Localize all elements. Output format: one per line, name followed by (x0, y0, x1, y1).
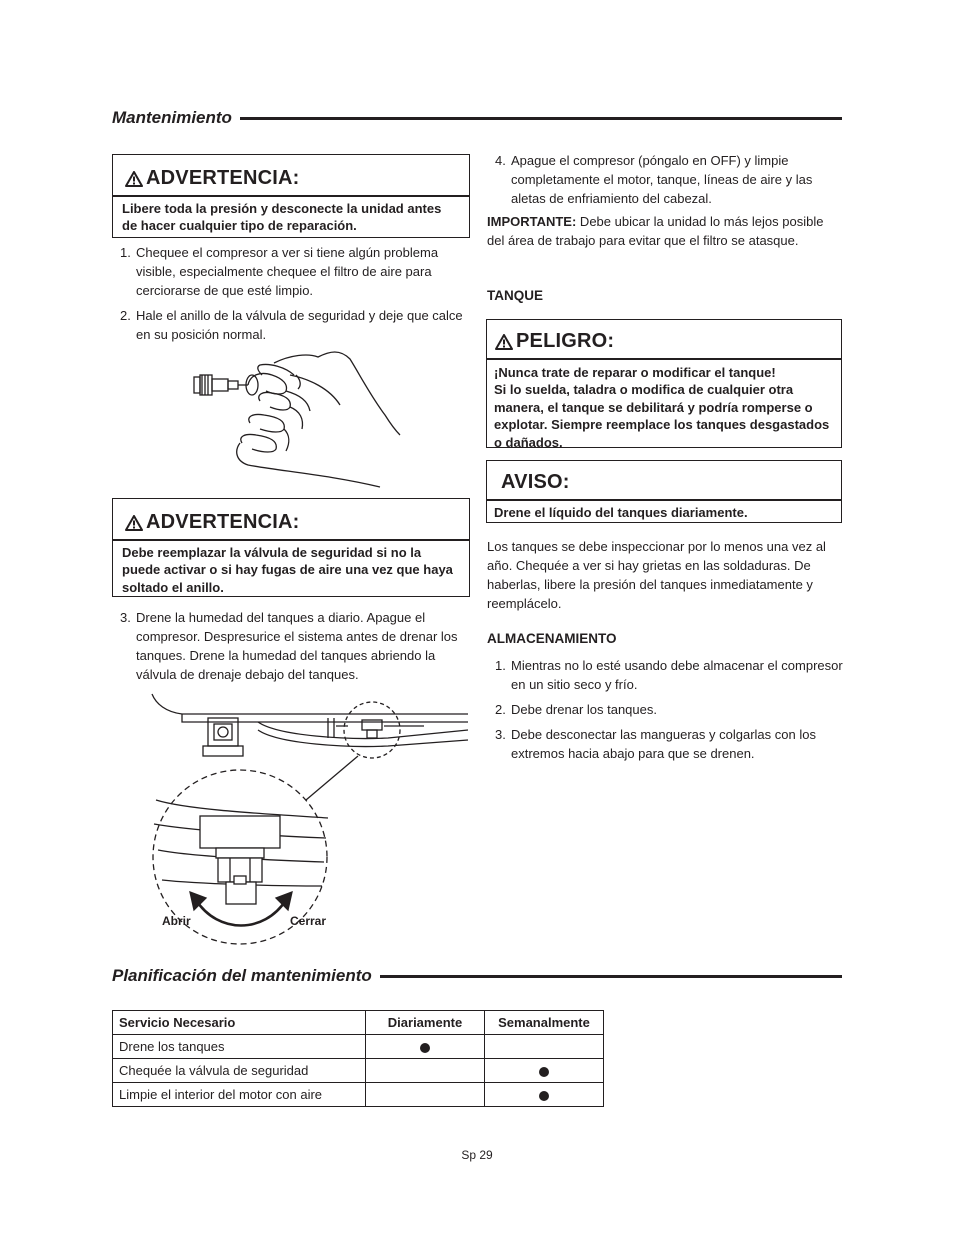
list-item: 2. Debe drenar los tanques. (495, 702, 657, 717)
notice-label: AVISO: (501, 471, 570, 493)
step-4 (487, 151, 845, 214)
service-cell: Chequée la válvula de seguridad (113, 1059, 366, 1083)
warning-text: Debe reemplazar la válvula de seguridad si no la puede activar o si hay fugas de aire una vez que haya soltado el anillo. (122, 544, 453, 595)
warning-label: ADVERTENCIA: (146, 511, 300, 533)
danger-label: PELIGRO: (516, 330, 615, 352)
list-item: 1. Mientras no lo esté usando debe almacenar el compresor en un sitio seco y frío. (495, 658, 843, 692)
list-item: 3. Drene la humedad del tanques a diario. Apague el compresor. Despresurice el sistema antes de drenar los tanques. Drene la humedad del tanques abriendo la válvula de drenaje debajo del tanques. (120, 610, 458, 682)
service-cell: Limpie el interior del motor con aire (113, 1083, 366, 1107)
maintenance-header (112, 108, 842, 128)
warning-box-1 (112, 154, 470, 238)
page-number: Sp 29 (461, 1148, 493, 1162)
warning-triangle-icon (125, 171, 143, 187)
storage-heading: ALMACENAMIENTO (487, 631, 617, 646)
list-item: 2. Hale el anillo de la válvula de seguridad y deje que calce en su posición normal. (120, 308, 463, 342)
danger-heading (487, 320, 841, 353)
close-label: Cerrar (290, 914, 327, 928)
drain-valve-illustration (148, 690, 473, 945)
warning-triangle-icon (125, 515, 143, 531)
table-row (113, 1035, 604, 1059)
weekly-cell (485, 1083, 604, 1107)
important-note: IMPORTANTE: Debe ubicar la unidad lo más lejos posible del área de trabajo para evitar que el filtro se atasque. (487, 214, 824, 248)
warning-triangle-icon (495, 334, 513, 350)
steps-list-b (112, 608, 474, 690)
table-row (113, 1059, 604, 1083)
list-item: 1. Chequee el compresor a ver si tiene algún problema visible, especialmente chequee el filtro de aire para cerciorarse de que esté limpio. (120, 245, 439, 298)
section-rule (380, 975, 842, 978)
col-header-daily: Diariamente (366, 1011, 485, 1035)
daily-cell (366, 1059, 485, 1083)
warning-heading (113, 155, 469, 190)
daily-cell (366, 1035, 485, 1059)
col-header-service: Servicio Necesario (113, 1011, 366, 1035)
tank-heading: TANQUE (487, 288, 543, 303)
storage-steps (487, 656, 847, 769)
check-dot-icon (539, 1091, 549, 1101)
table-header-row (113, 1011, 604, 1035)
danger-box (486, 319, 842, 448)
warning-label: ADVERTENCIA: (146, 167, 300, 189)
safety-valve-hand-illustration (190, 345, 410, 490)
schedule-header (112, 966, 842, 986)
list-item: 3. Debe desconectar las mangueras y colgarlas con los extremos hacia abajo para que se drenen. (495, 727, 816, 761)
check-dot-icon (539, 1067, 549, 1077)
section-title: Planificación del mantenimiento (112, 966, 372, 985)
warning-text: Libere toda la presión y desconecte la unidad antes de hacer cualquier tipo de reparación. (122, 200, 442, 233)
danger-text: ¡Nunca trate de reparar o modificar el tanque! Si lo suelda, taladra o modifica de cualquier otra manera, el tanque se debilitará y podría romperse o explotar. Siempre reemplace los tanques desgastados o dañados. (494, 364, 830, 450)
weekly-cell (485, 1059, 604, 1083)
section-title: Mantenimiento (112, 108, 232, 127)
tank-paragraph: Los tanques se debe inspeccionar por lo menos una vez al año. Chequée a ver si hay grietas en las soldaduras. De haberlas, libere la presión del tanques inmediatamente y reemplácelo. (487, 539, 826, 611)
warning-box-2 (112, 498, 470, 597)
notice-box (486, 460, 842, 523)
notice-text: Drene el líquido del tanques diariamente. (494, 504, 748, 520)
open-label: Abrir (162, 914, 191, 928)
col-header-weekly: Semanalmente (485, 1011, 604, 1035)
schedule-table (112, 1010, 604, 1107)
weekly-cell (485, 1035, 604, 1059)
daily-cell (366, 1083, 485, 1107)
steps-list-a (112, 243, 472, 350)
list-item: 4. Apague el compresor (póngalo en OFF) y limpie completamente el motor, tanque, líneas de aire y las aletas de enfriamiento del cabezal. (495, 153, 813, 206)
table-row (113, 1083, 604, 1107)
check-dot-icon (420, 1043, 430, 1053)
section-rule (240, 117, 842, 120)
warning-heading (113, 499, 469, 534)
service-cell: Drene los tanques (113, 1035, 366, 1059)
